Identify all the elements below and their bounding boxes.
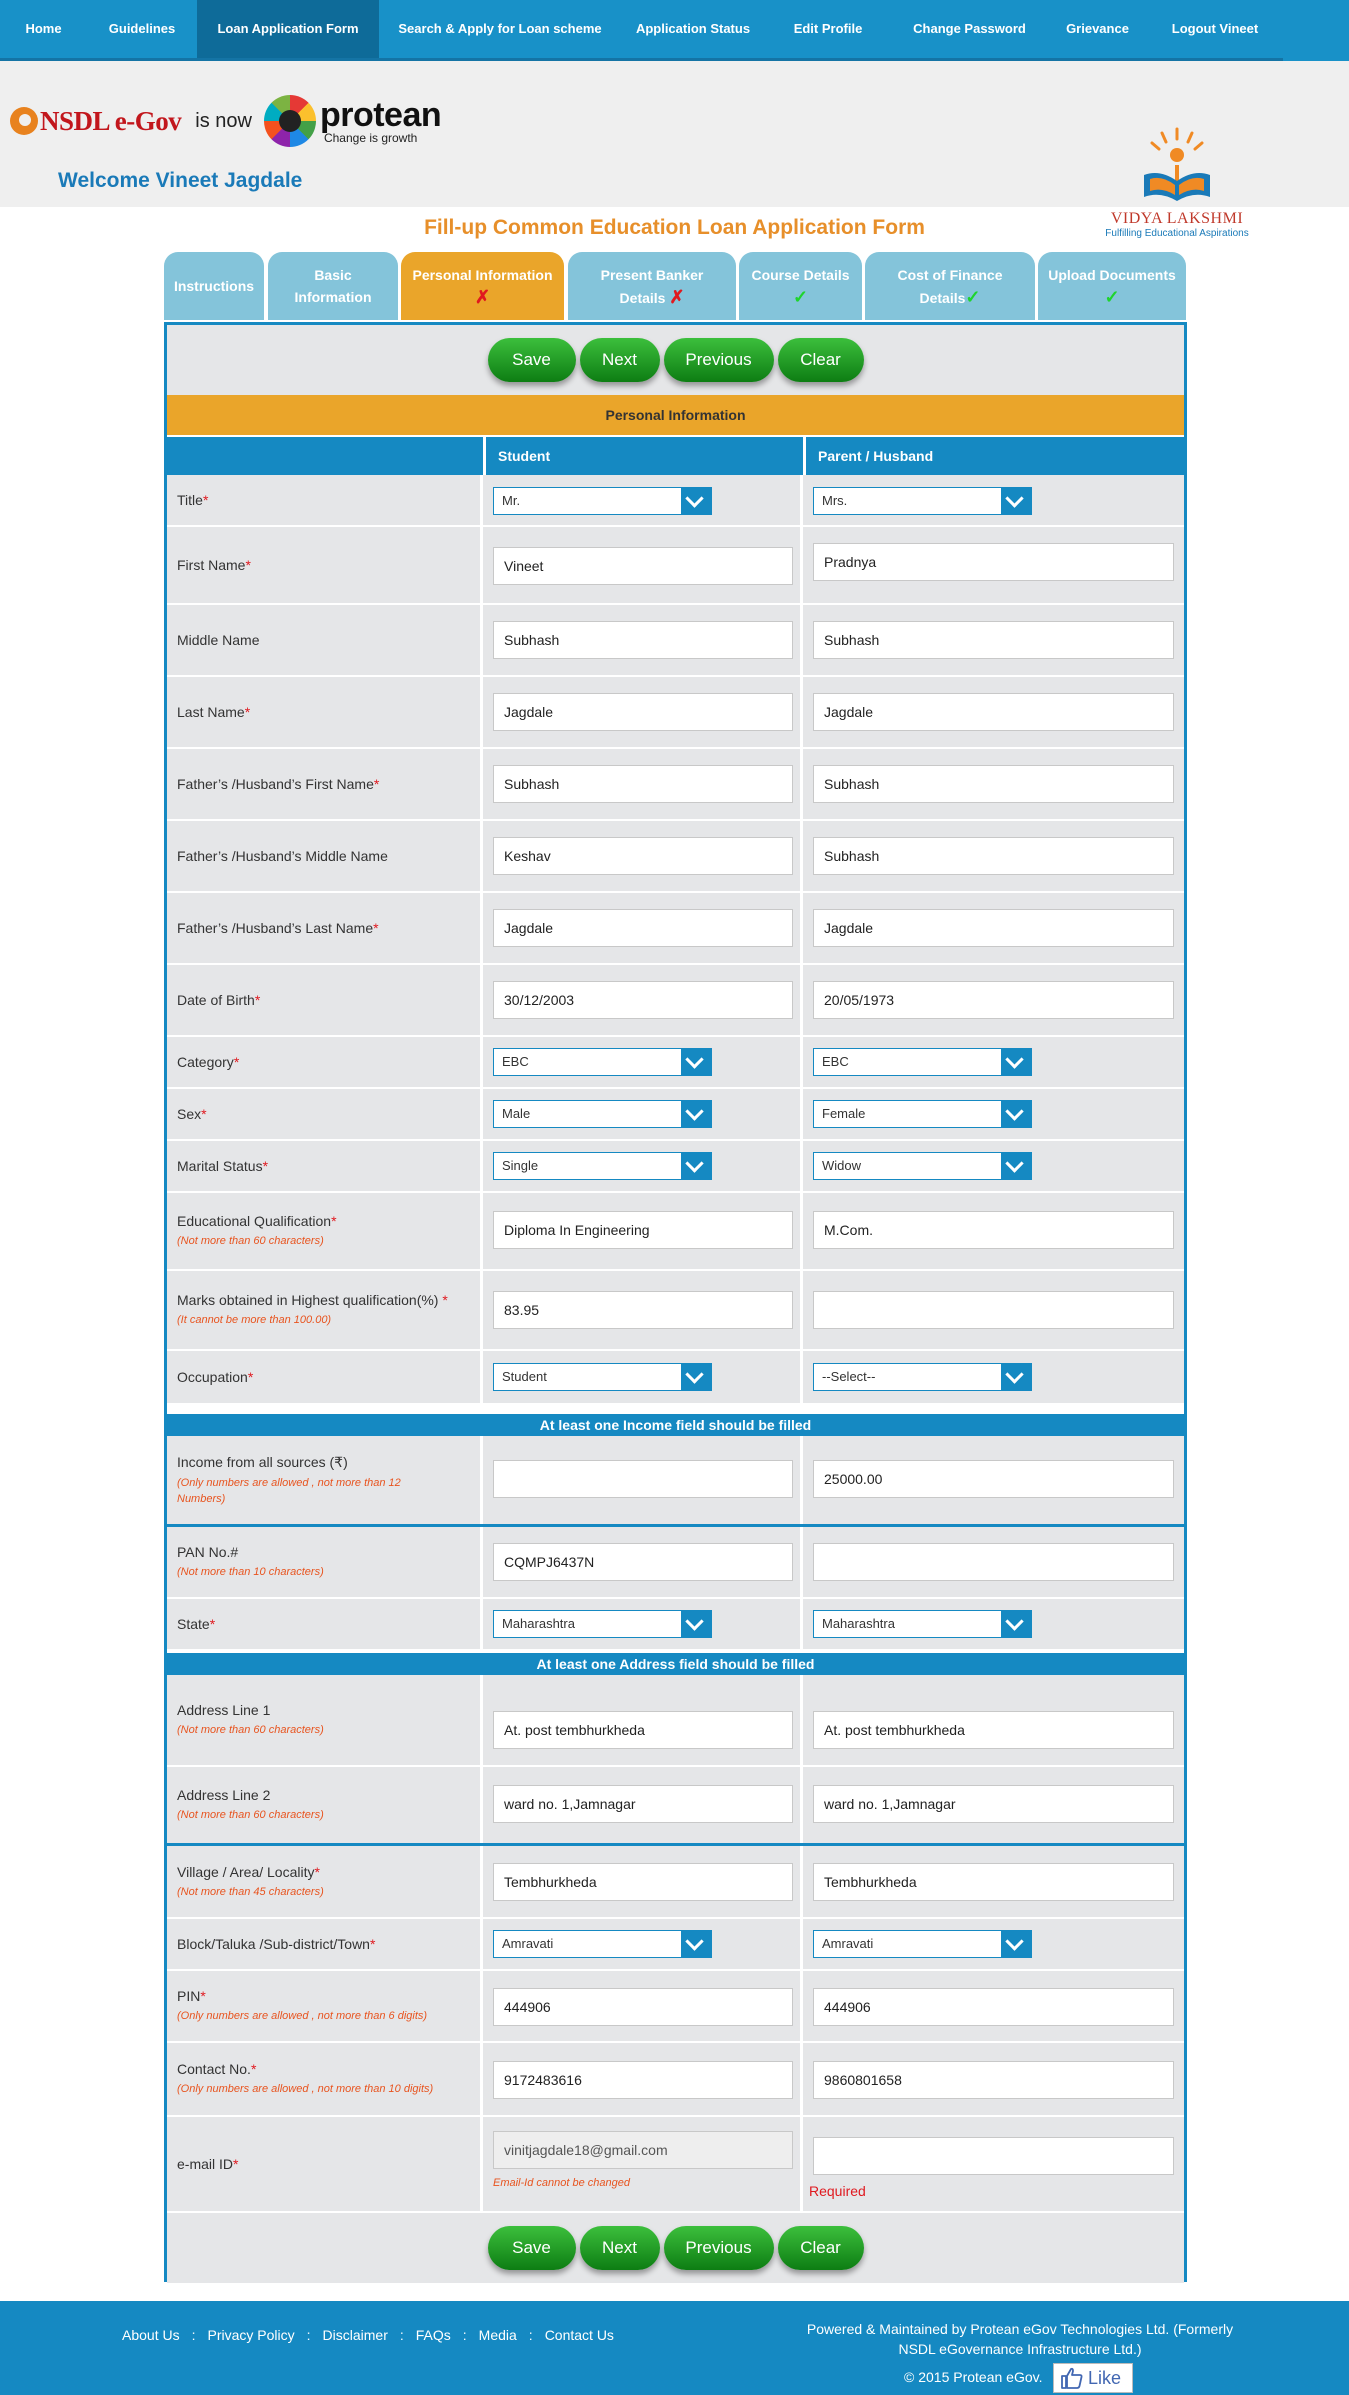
parent-last-name-input[interactable]: Jagdale	[813, 693, 1174, 731]
thumbs-up-icon	[1060, 2367, 1084, 2389]
student-marks-input[interactable]: 83.95	[493, 1291, 793, 1329]
select-value: Maharashtra	[502, 1616, 575, 1631]
footer-separator: :	[399, 2327, 404, 2343]
parent-contact-input[interactable]: 9860801658	[813, 2061, 1174, 2099]
footer-link-contact-us[interactable]: Contact Us	[544, 2327, 614, 2343]
field-label: Middle Name	[177, 632, 260, 648]
protean-logo-text: protean	[319, 96, 442, 134]
is-now-text: is now	[195, 109, 252, 132]
facebook-like-button[interactable]	[1053, 2363, 1133, 2393]
select-value: Amravati	[502, 1936, 554, 1951]
save-button[interactable]: Save	[488, 338, 576, 382]
parent-marital-select[interactable]	[813, 1152, 1032, 1180]
column-header	[167, 437, 1184, 475]
student-column-header: Student	[483, 437, 803, 475]
parent-income-input[interactable]: 25000.00	[813, 1460, 1174, 1498]
select-value: Student	[502, 1369, 547, 1384]
nav-guidelines[interactable]: Guidelines	[87, 0, 197, 61]
field-label: Father’s /Husband’s First Name	[177, 776, 374, 792]
previous-button[interactable]: Previous	[664, 2226, 774, 2270]
field-label: Address Line 2	[177, 1787, 271, 1803]
next-button[interactable]: Next	[580, 2226, 660, 2270]
parent-father-last-name-input[interactable]: Jagdale	[813, 909, 1174, 947]
tab-label-line2: Details	[619, 289, 666, 306]
parent-middle-name-input[interactable]: Subhash	[813, 621, 1174, 659]
field-label: Educational Qualification	[177, 1213, 332, 1229]
cross-icon: ✗	[669, 286, 685, 307]
student-pin-input[interactable]: 444906	[493, 1988, 793, 2026]
field-hint: (Not more than 60 characters)	[177, 1809, 324, 1821]
student-occupation-select[interactable]	[493, 1363, 712, 1391]
row-educational-qualification	[167, 1193, 1184, 1271]
parent-marks-input[interactable]	[813, 1291, 1174, 1329]
parent-occupation-select[interactable]	[813, 1363, 1032, 1391]
chevron-down-icon	[1001, 1049, 1031, 1075]
row-sex	[167, 1089, 1184, 1141]
field-label: State	[177, 1616, 210, 1632]
student-father-last-name-input[interactable]: Jagdale	[493, 909, 793, 947]
row-occupation	[167, 1351, 1184, 1405]
email-required-message: Required	[809, 2183, 866, 2199]
row-title	[167, 475, 1184, 527]
nsdl-logo-text: NSDL e-Gov	[40, 105, 182, 136]
required-mark: *	[200, 1988, 206, 2004]
chevron-down-icon	[681, 488, 711, 514]
parent-email-input[interactable]	[813, 2137, 1174, 2175]
check-icon: ✓	[965, 286, 981, 307]
row-middle-name	[167, 605, 1184, 677]
required-mark: *	[233, 1054, 240, 1070]
field-label: Contact No.	[177, 2061, 251, 2077]
field-hint: (Not more than 45 characters)	[177, 1885, 324, 1898]
button-row-bottom	[167, 2213, 1184, 2283]
select-value: Mrs.	[822, 493, 848, 508]
row-father-last-name	[167, 893, 1184, 965]
tab-course-details[interactable]	[739, 252, 862, 320]
row-contact-no	[167, 2043, 1184, 2117]
nav-search-apply[interactable]: Search & Apply for Loan scheme	[379, 0, 621, 61]
select-value: Widow	[822, 1158, 862, 1173]
tab-label-line2: Details	[919, 289, 966, 306]
chevron-down-icon	[1001, 1931, 1031, 1957]
row-state	[167, 1599, 1184, 1651]
footer-separator: :	[462, 2327, 467, 2343]
chevron-down-icon	[1001, 1611, 1031, 1637]
nsdl-protean-logo	[10, 95, 441, 147]
field-label: Marks obtained in Highest qualification(%)	[177, 1292, 443, 1308]
required-mark: *	[244, 704, 251, 720]
footer-separator: :	[528, 2327, 533, 2343]
field-label: Occupation	[177, 1369, 248, 1385]
chevron-down-icon	[681, 1611, 711, 1637]
nav-application-status[interactable]: Application Status	[621, 0, 765, 61]
required-mark: *	[373, 920, 379, 936]
clear-button[interactable]: Clear	[778, 2226, 864, 2270]
field-label: Last Name	[177, 704, 245, 720]
parent-title-select[interactable]	[813, 487, 1032, 515]
save-button[interactable]: Save	[488, 2226, 576, 2270]
nav-home[interactable]: Home	[0, 0, 87, 61]
footer-link-disclaimer[interactable]: Disclaimer	[322, 2327, 388, 2343]
address-notice-bar: At least one Address field should be filled	[167, 1653, 1184, 1675]
footer-link-about-us[interactable]: About Us	[122, 2327, 180, 2343]
required-mark: *	[369, 1936, 376, 1952]
tab-instructions[interactable]	[164, 252, 264, 320]
tab-cost-of-finance[interactable]	[865, 252, 1035, 320]
field-label: PAN No.#	[177, 1544, 239, 1560]
footer-link-media[interactable]: Media	[478, 2327, 517, 2343]
tab-label: Instructions	[173, 278, 255, 294]
tab-label: Upload Documents	[1048, 267, 1176, 283]
field-hint: (Only numbers are allowed , not more than 12 Numbers)	[177, 1476, 401, 1505]
row-father-middle-name	[167, 821, 1184, 893]
parent-pan-input[interactable]	[813, 1543, 1174, 1581]
field-label: PIN	[177, 1988, 201, 2004]
parent-dob-input[interactable]: 20/05/1973	[813, 981, 1174, 1019]
tab-label: Cost of Finance	[897, 266, 1003, 283]
row-first-name	[167, 527, 1184, 605]
chevron-down-icon	[1001, 1364, 1031, 1390]
select-value: Maharashtra	[822, 1616, 895, 1631]
site-footer	[0, 2301, 1349, 2395]
field-label: Address Line 1	[177, 1702, 271, 1718]
student-block-select[interactable]	[493, 1930, 712, 1958]
welcome-message: Welcome Vineet Jagdale	[58, 169, 303, 192]
field-hint: (It cannot be more than 100.00)	[177, 1314, 332, 1326]
tab-basic-information[interactable]	[268, 252, 398, 320]
parent-column-header: Parent / Husband	[803, 437, 1184, 475]
field-label: e-mail ID	[177, 2156, 234, 2172]
row-block	[167, 1919, 1184, 1971]
field-label: First Name	[177, 557, 246, 573]
required-mark: *	[254, 992, 261, 1008]
student-father-first-name-input[interactable]: Subhash	[493, 765, 793, 803]
protean-logo-icon	[264, 95, 316, 147]
required-mark: *	[202, 492, 209, 508]
field-hint: (Only numbers are allowed , not more than 6 digits)	[177, 2010, 428, 2022]
required-mark: *	[201, 1106, 207, 1122]
nav-change-password[interactable]: Change Password	[891, 0, 1048, 61]
tab-personal-information[interactable]	[401, 252, 564, 320]
parent-address2-input[interactable]: ward no. 1,Jamnagar	[813, 1785, 1174, 1823]
student-last-name-input[interactable]: Jagdale	[493, 693, 793, 731]
required-mark: *	[442, 1292, 448, 1308]
parent-education-input[interactable]: M.Com.	[813, 1211, 1174, 1249]
student-middle-name-input[interactable]: Subhash	[493, 621, 793, 659]
check-icon: ✓	[792, 287, 809, 307]
parent-category-select[interactable]	[813, 1048, 1032, 1076]
parent-block-select[interactable]	[813, 1930, 1032, 1958]
field-label: Category	[177, 1054, 234, 1070]
cross-icon: ✗	[474, 287, 491, 307]
student-contact-input[interactable]: 9172483616	[493, 2061, 793, 2099]
parent-father-middle-name-input[interactable]: Subhash	[813, 837, 1174, 875]
required-mark: *	[250, 2061, 257, 2077]
form-title: Fill-up Common Education Loan Application Form	[424, 216, 925, 239]
student-father-middle-name-input[interactable]: Keshav	[493, 837, 793, 875]
nav-grievance[interactable]: Grievance	[1048, 0, 1147, 61]
student-sex-select[interactable]	[493, 1100, 712, 1128]
row-marks-obtained	[167, 1271, 1184, 1351]
vidya-lakshmi-name: VIDYA LAKSHMI	[1110, 210, 1244, 227]
parent-state-select[interactable]	[813, 1610, 1032, 1638]
select-value: Female	[822, 1106, 866, 1121]
select-value: Amravati	[822, 1936, 874, 1951]
student-email-input: vinitjagdale18@gmail.com	[493, 2131, 793, 2169]
field-label: Father’s /Husband’s Middle Name	[177, 848, 388, 864]
next-button[interactable]: Next	[580, 338, 660, 382]
tab-label: Personal Information	[412, 267, 553, 283]
select-value: Mr.	[502, 493, 521, 508]
nav-loan-application-form[interactable]: Loan Application Form	[197, 0, 379, 61]
tab-present-banker-details[interactable]	[568, 252, 736, 320]
student-state-select[interactable]	[493, 1610, 712, 1638]
field-label: Father’s /Husband’s Last Name	[177, 920, 374, 936]
row-income	[167, 1436, 1184, 1524]
required-mark: *	[245, 557, 251, 573]
tab-label-line2: Information	[294, 289, 372, 305]
tab-label: Course Details	[751, 267, 850, 283]
student-address1-input[interactable]: At. post tembhurkheda	[493, 1711, 793, 1749]
chevron-down-icon	[681, 1153, 711, 1179]
parent-sex-select[interactable]	[813, 1100, 1032, 1128]
student-first-name-input[interactable]: Vineet	[493, 547, 793, 585]
check-icon: ✓	[1104, 287, 1120, 307]
parent-village-input[interactable]: Tembhurkheda	[813, 1863, 1174, 1901]
protean-tagline: Change is growth	[323, 131, 418, 145]
footer-links	[122, 2327, 614, 2343]
field-label: Date of Birth	[177, 992, 255, 1008]
select-value: Single	[502, 1158, 539, 1173]
nsdl-logo-icon	[10, 107, 38, 135]
select-value: --Select--	[822, 1369, 876, 1384]
chevron-down-icon	[1001, 1153, 1031, 1179]
tab-label: Basic	[314, 267, 352, 283]
parent-address1-input[interactable]: At. post tembhurkheda	[813, 1711, 1174, 1749]
clear-button[interactable]: Clear	[778, 338, 864, 382]
row-marital-status	[167, 1141, 1184, 1193]
top-nav	[0, 0, 1349, 61]
student-pan-input[interactable]: CQMPJ6437N	[493, 1543, 793, 1581]
row-father-first-name	[167, 749, 1184, 821]
chevron-down-icon	[681, 1049, 711, 1075]
vidya-lakshmi-icon	[1134, 125, 1220, 207]
chevron-down-icon	[681, 1364, 711, 1390]
row-date-of-birth	[167, 965, 1184, 1037]
vidya-lakshmi-tagline: Fulfilling Educational Aspirations	[1105, 228, 1249, 239]
parent-pin-input[interactable]: 444906	[813, 1988, 1174, 2026]
copyright-text: © 2015 Protean eGov.	[904, 2369, 1043, 2385]
section-title: Personal Information	[167, 395, 1184, 435]
row-last-name	[167, 677, 1184, 749]
nav-edit-profile[interactable]: Edit Profile	[765, 0, 891, 61]
row-address-line-2	[167, 1767, 1184, 1843]
parent-first-name-input[interactable]: Pradnya	[813, 543, 1174, 581]
required-mark: *	[233, 2156, 239, 2172]
student-title-select[interactable]	[493, 487, 712, 515]
powered-by-text: Powered & Maintained by Protean eGov Technologies Ltd. (Formerly NSDL eGovernance Infrastructure Ltd.)	[806, 2321, 1234, 2357]
footer-separator: :	[306, 2327, 311, 2343]
chevron-down-icon	[1001, 488, 1031, 514]
required-mark: *	[373, 776, 380, 792]
chevron-down-icon	[681, 1931, 711, 1957]
select-value: Male	[502, 1106, 531, 1121]
row-email	[167, 2117, 1184, 2213]
field-hint: (Not more than 60 characters)	[177, 1724, 324, 1736]
footer-link-faqs[interactable]: FAQs	[415, 2327, 451, 2343]
row-address-line-1	[167, 1675, 1184, 1767]
student-dob-input[interactable]: 30/12/2003	[493, 981, 793, 1019]
footer-link-privacy-policy[interactable]: Privacy Policy	[207, 2327, 295, 2343]
row-village	[167, 1846, 1184, 1919]
student-address2-input[interactable]: ward no. 1,Jamnagar	[493, 1785, 793, 1823]
tab-label: Present Banker	[600, 266, 704, 283]
field-hint: (Not more than 60 characters)	[177, 1235, 324, 1247]
tab-upload-documents[interactable]	[1038, 252, 1186, 320]
chevron-down-icon	[681, 1101, 711, 1127]
required-mark: *	[209, 1616, 216, 1632]
student-category-select[interactable]	[493, 1048, 712, 1076]
chevron-down-icon	[1001, 1101, 1031, 1127]
row-category	[167, 1037, 1184, 1089]
personal-information-form	[164, 322, 1187, 2282]
row-pan	[167, 1527, 1184, 1599]
student-marital-select[interactable]	[493, 1152, 712, 1180]
field-label: Marital Status	[177, 1158, 263, 1174]
button-row-top	[167, 325, 1184, 395]
parent-father-first-name-input[interactable]: Subhash	[813, 765, 1174, 803]
student-village-input[interactable]: Tembhurkheda	[493, 1863, 793, 1901]
income-notice-bar: At least one Income field should be filled	[167, 1414, 1184, 1436]
email-locked-note: Email-Id cannot be changed	[493, 2177, 630, 2189]
required-mark: *	[247, 1369, 254, 1385]
field-label: Block/Taluka /Sub-district/Town	[177, 1936, 370, 1952]
student-income-input[interactable]	[493, 1460, 793, 1498]
field-label: Village / Area/ Locality	[177, 1863, 315, 1880]
footer-separator: :	[191, 2327, 196, 2343]
required-mark: *	[262, 1158, 269, 1174]
row-pin	[167, 1971, 1184, 2043]
form-tabs	[164, 252, 1186, 320]
select-value: EBC	[822, 1054, 849, 1069]
nav-logout[interactable]: Logout Vineet	[1147, 0, 1283, 61]
field-hint: (Only numbers are allowed , not more than 10 digits)	[177, 2083, 434, 2095]
student-education-input[interactable]: Diploma In Engineering	[493, 1211, 793, 1249]
field-label: Income from all sources (₹)	[177, 1453, 348, 1470]
required-mark: *	[314, 1863, 320, 1880]
like-label: Like	[1088, 2368, 1122, 2388]
field-label: Sex	[177, 1106, 202, 1122]
select-value: EBC	[502, 1054, 529, 1069]
field-label: Title	[177, 492, 203, 508]
field-hint: (Not more than 10 characters)	[177, 1566, 324, 1578]
previous-button[interactable]: Previous	[664, 338, 774, 382]
required-mark: *	[331, 1213, 337, 1229]
